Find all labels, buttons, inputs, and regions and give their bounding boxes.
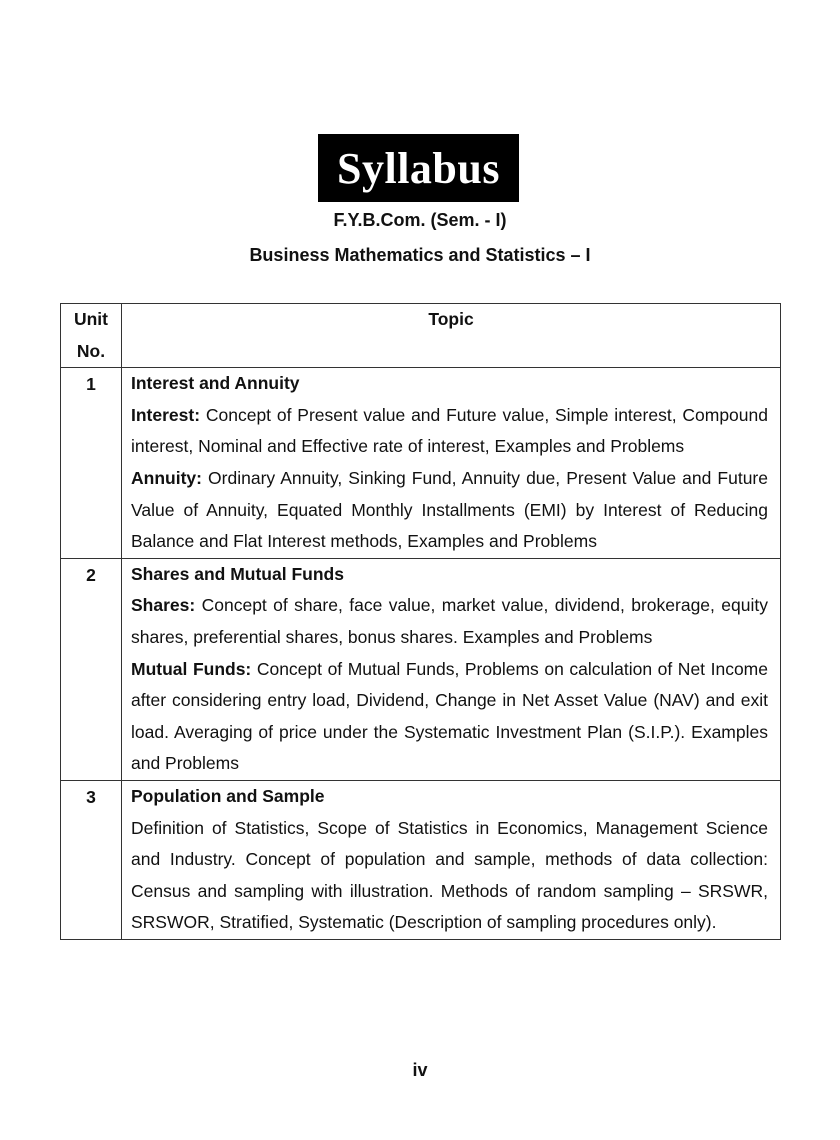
syllabus-title-box bbox=[318, 134, 519, 202]
topic-cell bbox=[122, 558, 781, 780]
unit-number: 2 bbox=[61, 558, 122, 780]
unit-number: 3 bbox=[61, 780, 122, 939]
topic-paragraph bbox=[131, 400, 768, 463]
topic-header: Topic bbox=[122, 304, 781, 368]
topic-cell bbox=[122, 368, 781, 559]
table-header-row bbox=[61, 304, 781, 368]
paragraph-label: Mutual Funds: bbox=[131, 658, 252, 679]
syllabus-table bbox=[60, 303, 781, 940]
topic-cell bbox=[122, 780, 781, 939]
topic-paragraph: Definition of Statistics, Scope of Statistics in Economics, Management Science and Industry. Concept of population and sample, methods of data collection: Census and sampling with illustration. Methods of random sampling – SRSWR, SRSWOR, Stratified, Systematic (Description of sampling procedures only). bbox=[131, 817, 768, 933]
topic-paragraph bbox=[131, 654, 768, 780]
topic-heading: Interest and Annuity bbox=[131, 373, 300, 394]
course-subtitle: F.Y.B.Com. (Sem. - I) bbox=[333, 210, 507, 230]
page-title: Syllabus bbox=[337, 143, 500, 193]
topic-paragraph bbox=[131, 463, 768, 558]
page-number: iv bbox=[412, 1060, 428, 1080]
table-row bbox=[61, 780, 781, 939]
table-row bbox=[61, 558, 781, 780]
paragraph-text: Concept of Present value and Future value, Simple interest, Compound interest, Nominal and Effective rate of interest, Examples and Problems bbox=[131, 404, 768, 457]
paragraph-text: Ordinary Annuity, Sinking Fund, Annuity due, Present Value and Future Value of Annuity, Equated Monthly Installments (EMI) by Interest of Reducing Balance and Flat Interest methods, Examples and Problems bbox=[131, 467, 768, 552]
topic-heading: Population and Sample bbox=[131, 785, 325, 806]
topic-paragraph bbox=[131, 590, 768, 653]
subject-subtitle: Business Mathematics and Statistics – I bbox=[249, 245, 591, 265]
table-row bbox=[61, 368, 781, 559]
paragraph-label: Interest: bbox=[131, 404, 201, 425]
paragraph-label: Annuity: bbox=[131, 467, 202, 488]
paragraph-label: Shares: bbox=[131, 595, 196, 616]
unit-number: 1 bbox=[61, 368, 122, 559]
paragraph-text: Concept of share, face value, market value, dividend, brokerage, equity shares, preferential shares, bonus shares. Examples and Problems bbox=[131, 595, 768, 647]
unit-header: Unit No. bbox=[61, 304, 122, 368]
paragraph-text: Concept of Mutual Funds, Problems on calculation of Net Income after considering entry load, Dividend, Change in Net Asset Value (NAV) and exit load. Averaging of price under the Systematic Investment Plan (S.I.P.). Examples and Problems bbox=[131, 658, 768, 774]
topic-heading: Shares and Mutual Funds bbox=[131, 563, 344, 584]
